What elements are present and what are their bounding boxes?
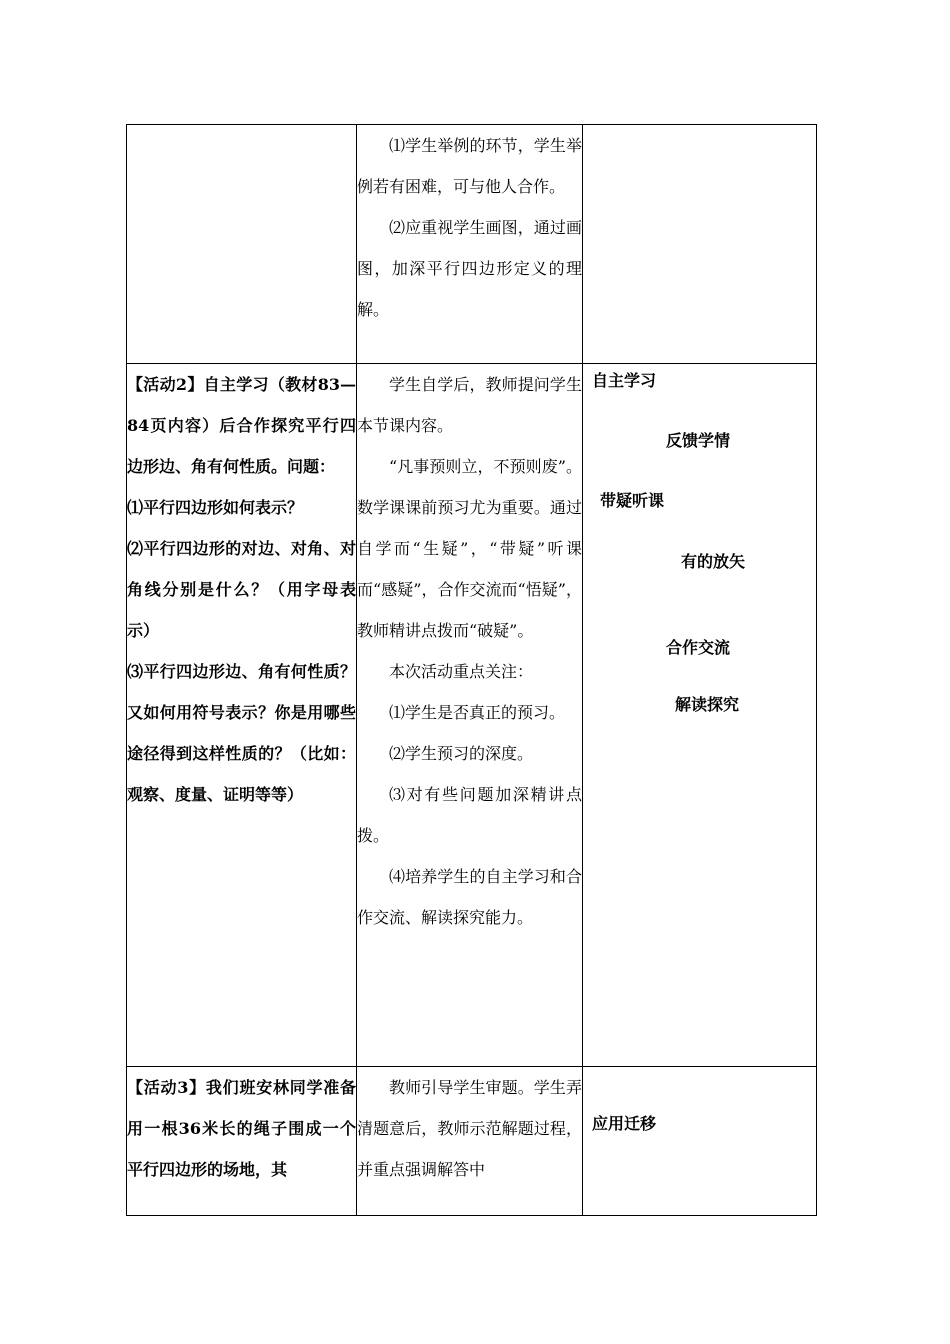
question-item: ⑶平行四边形边、角有何性质？又如何用符号表示？你是用哪些途径得到这样性质的？（比如：观察、度量、证明等等） [127, 662, 356, 804]
intent-label: 应用迁移 [592, 1114, 657, 1133]
note-paragraph: ⑵应重视学生画图，通过画图，加深平行四边形定义的理解。 [357, 218, 582, 319]
note-paragraph: ⑴学生举例的环节，学生举例若有困难，可与他人合作。 [357, 136, 582, 196]
intent-label: 解读探究 [675, 695, 740, 714]
activity-cell [127, 364, 357, 1067]
question-item: ⑵平行四边形的对边、对角、对角线分别是什么？（用字母表示） [127, 539, 356, 640]
design-intent-cell [583, 364, 817, 1067]
teacher-notes-cell [357, 364, 583, 1067]
note-paragraph: ⑵学生预习的深度。 [389, 744, 534, 763]
design-intent-cell [583, 125, 817, 364]
intent-label: 合作交流 [666, 638, 731, 657]
intent-label: 带疑听课 [600, 491, 665, 510]
intent-label: 有的放矢 [681, 552, 746, 571]
intent-label: 反馈学情 [666, 431, 731, 450]
table-row [127, 125, 817, 364]
table-row [127, 1067, 817, 1216]
teacher-notes-cell [357, 1067, 583, 1216]
note-paragraph: ⑶对有些问题加深精讲点拨。 [357, 785, 582, 845]
lesson-plan-table [126, 124, 817, 1216]
note-paragraph: ⑴学生是否真正的预习。 [389, 703, 566, 722]
activity-text: 【活动3】我们班安林同学准备用一根36米长的绳子围成一个平行四边形的场地，其 [127, 1078, 356, 1179]
note-paragraph: ⑷培养学生的自主学习和合作交流、解读探究能力。 [357, 867, 582, 927]
note-paragraph: 学生自学后，教师提问学生本节课内容。 [357, 375, 582, 435]
activity-cell [127, 1067, 357, 1216]
activity-cell [127, 125, 357, 364]
note-paragraph: 教师引导学生审题。学生弄清题意后，教师示范解题过程，并重点强调解答中 [357, 1078, 582, 1179]
intent-label: 自主学习 [592, 371, 657, 390]
design-intent-cell [583, 1067, 817, 1216]
note-paragraph: 本次活动重点关注： [389, 662, 534, 681]
teacher-notes-cell [357, 125, 583, 364]
table-row [127, 364, 817, 1067]
activity-text: 【活动2】自主学习（教材83—84页内容）后合作探究平行四边形边、角有何性质。问题： [127, 375, 356, 476]
note-paragraph: “凡事预则立，不预则废”。数学课课前预习尤为重要。通过自学而“生疑”，“带疑”听课而“感疑”，合作交流而“悟疑”，教师精讲点拨而“破疑”。 [357, 457, 582, 640]
question-item: ⑴平行四边形如何表示？ [127, 498, 304, 517]
